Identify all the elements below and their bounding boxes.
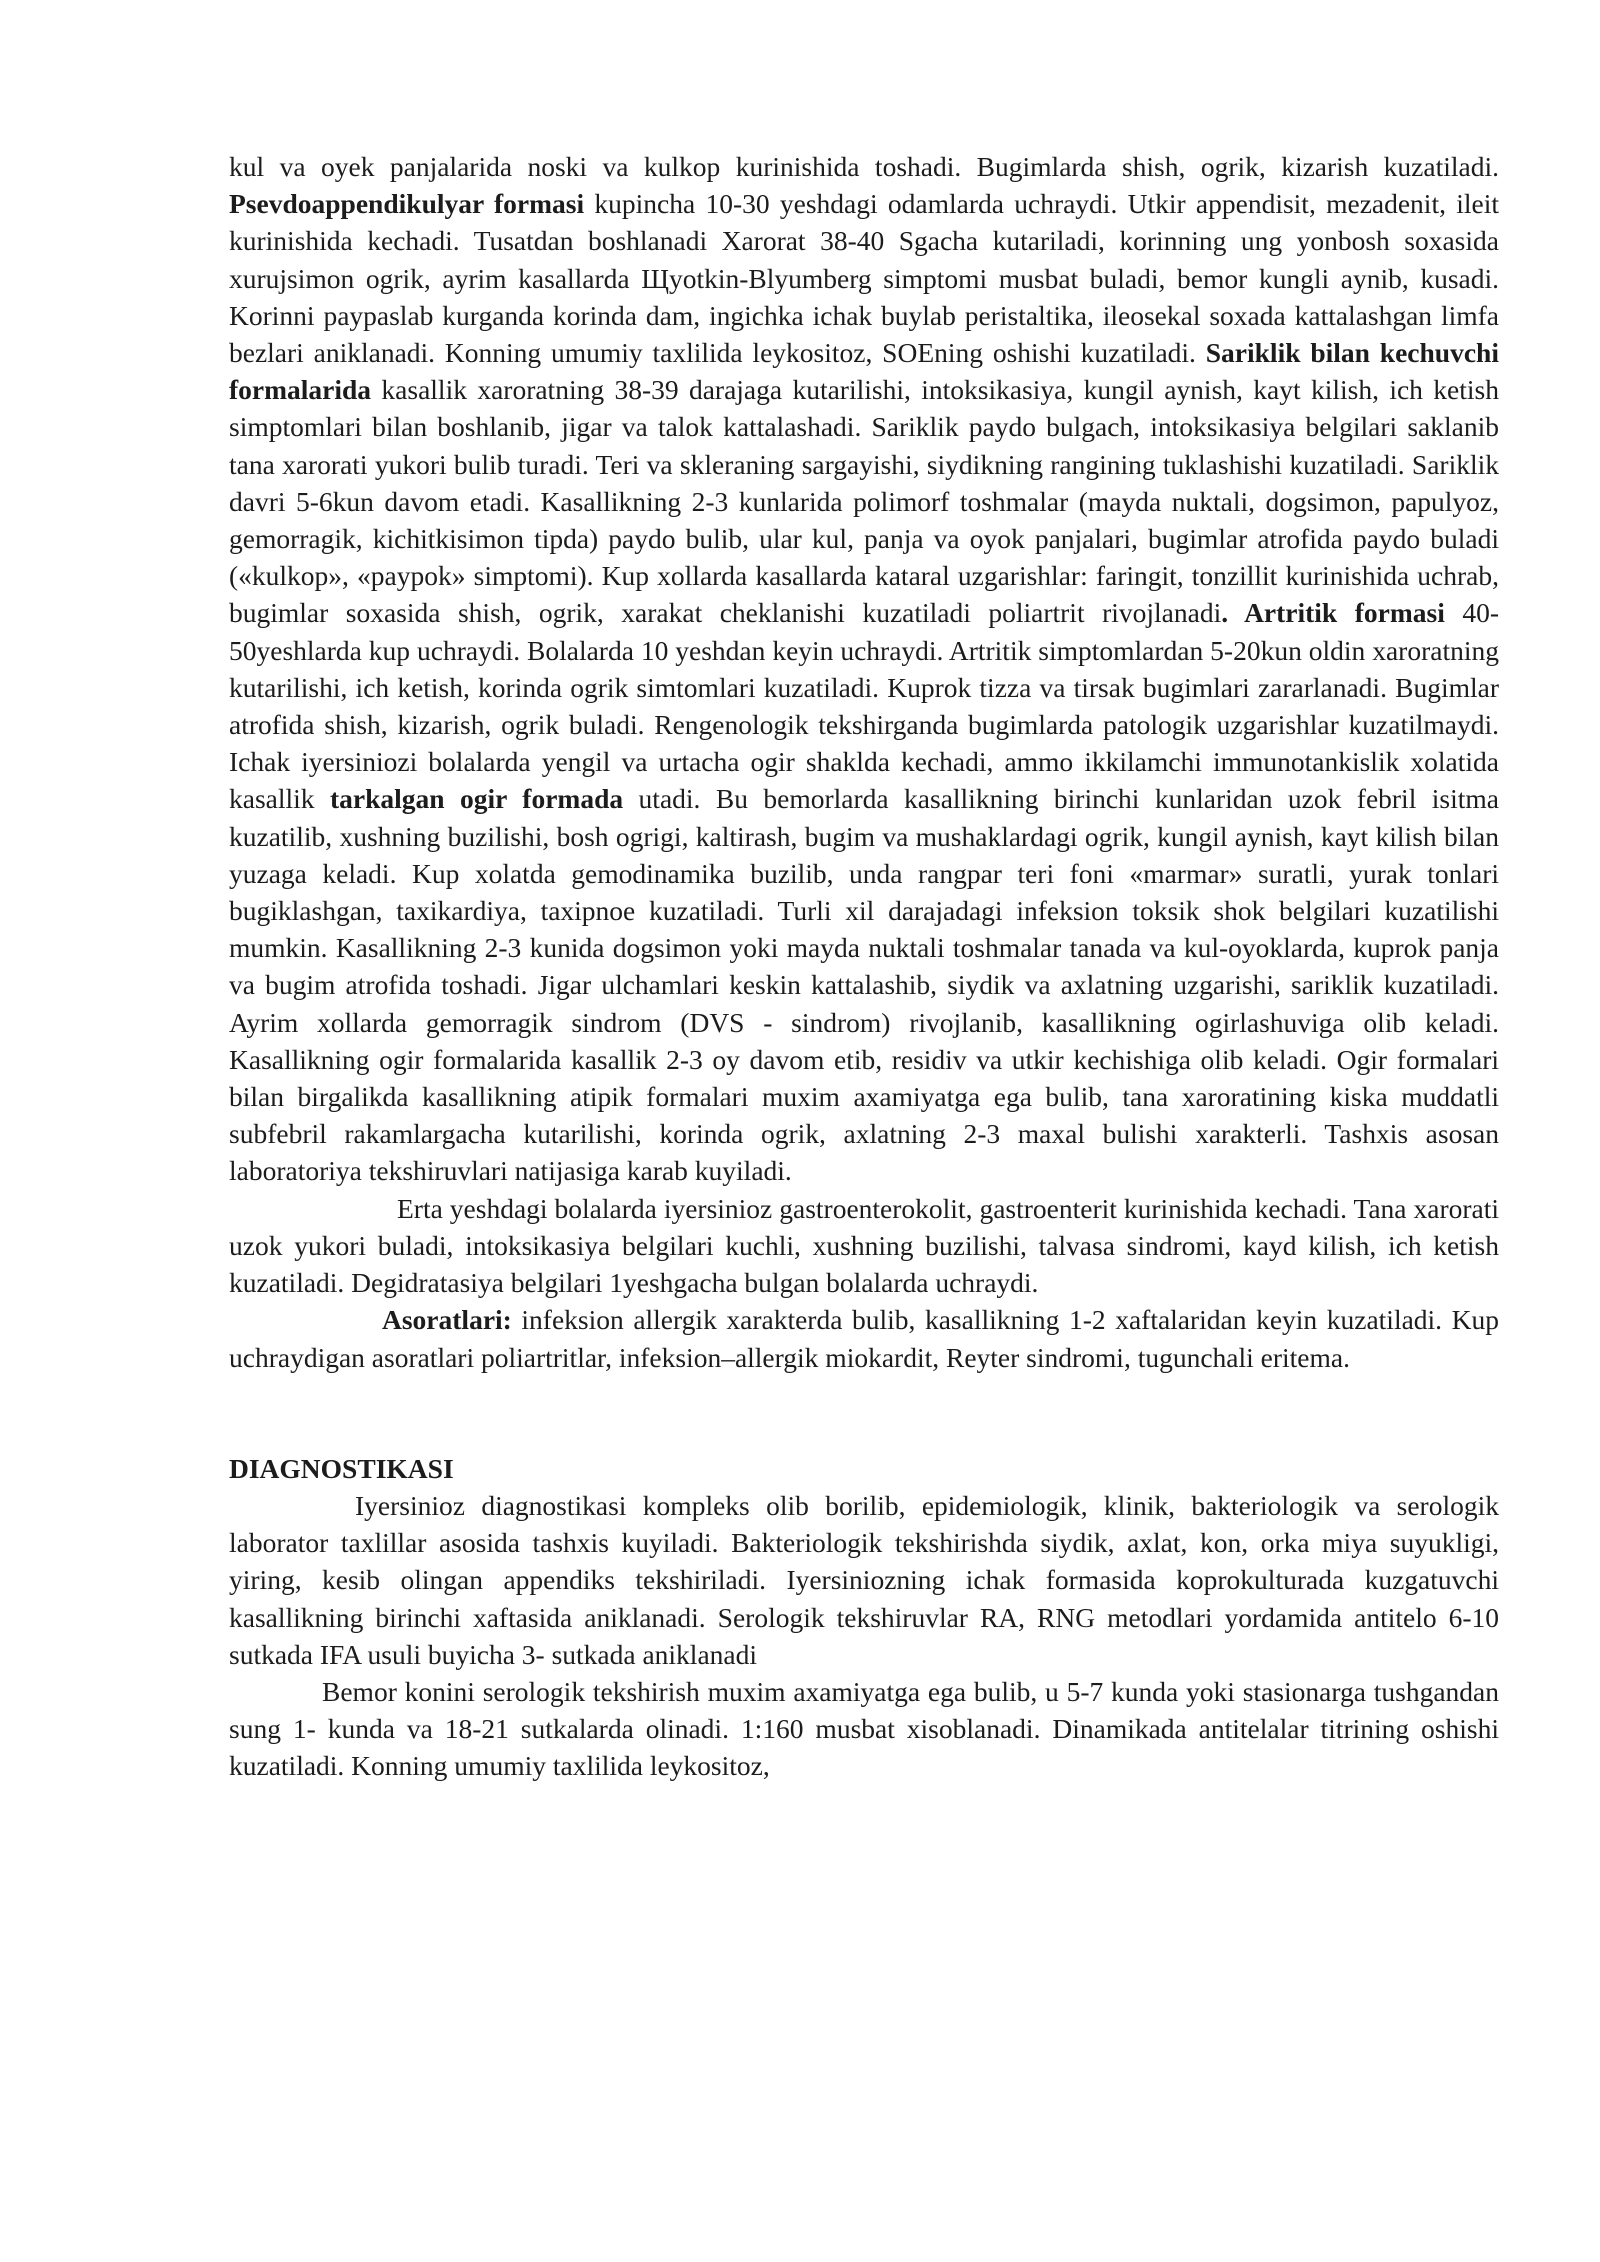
text-run: kasallik xaroratning 38-39 darajaga kutarilishi, intoksikasiya, kungil aynish, kayt kilish, ich ketish simptomlari bilan boshlanib, jigar va talok kattalashadi. Sariklik paydo bulgach, intoksikasiya belgilari saklanib tana xarorati yukori bulib turadi. Teri va skleraning sargayishi, siydikning rangining tuklashishi kuzatiladi. Sariklik davri 5-6kun davom etadi. Kasallikning 2-3 kunlarida polimorf toshmalar (mayda nuktali, dogsimon, papulyoz, gemorragik, kichitkisimon tipda) paydo bulib, ular kul, panja va oyok panjalari, bugimlar atrofida paydo buladi («kulkop», «paypok» simptomi). Kup xollarda kasallarda kataral uzgarishlar: faringit, tonzillit kurinishida uchrab, bugimlar soxasida shish, ogrik, xarakat cheklanishi kuzatiladi poliartrit rivojlanadi [229, 374, 1499, 629]
clinical-forms-paragraph [229, 148, 1499, 1190]
text-run: 40-50yeshlarda kup uchraydi. Bolalarda 10 yeshdan keyin uchraydi. Artritik simptomlardan 5-20kun oldin xaroratning kutarilishi, ich ketish, korinda ogrik simtomlari kuzatiladi. Kuprok tizza va tirsak bugimlari zararlanadi. Bugimlar atrofida shish, kizarish, ogrik buladi. Rengenologik tekshirganda bugimlarda patologik uzgarishlar kuzatilmaydi. Ichak iyersiniozi bolalarda yengil va urtacha ogir shaklda kechadi, ammo ikkilamchi immunotankislik xolatida kasallik [229, 597, 1499, 815]
bold-term-arthritic-form: . Artritik formasi [1221, 597, 1445, 629]
text-run: utadi. Bu bemorlarda kasallikning birinchi kunlaridan uzok febril isitma kuzatilib, xushning buzilishi, bosh ogrigi, kaltirash, bugim va mushaklardagi ogrik, kungil aynish, kayt kilish bilan yuzaga keladi. Kup xolatda gemodinamika buzilib, unda rangpar teri foni «marmar» suratli, yurak tonlari bugiklashgan, taxikardiya, taxipnoe kuzatiladi. Turli xil darajadagi infeksion toksik shok belgilari kuzatilishi mumkin. Kasallikning 2-3 kunida dogsimon yoki mayda nuktali toshmalar tanada va kul-oyoklarda, kuprok panja va bugim atrofida toshadi. Jigar ulchamlari keskin kattalashib, siydik va axlatning uzgarishi, sariklik kuzatiladi. Ayrim xollarda gemorragik sindrom (DVS - sindrom) rivojlanib, kasallikning ogirlashuviga olib keladi. Kasallikning ogir formalarida kasallik 2-3 oy davom etib, residiv va utkir kechishiga olib keladi. Ogir formalari bilan birgalikda kasallikning atipik formalari muxim axamiyatga ega bulib, tana xaroratining kiska muddatli subfebril rakamlargacha kutarilishi, korinda ogrik, axlatning 2-3 maxal bulishi xarakterli. Tashxis asosan laboratoriya tekshiruvlari natijasiga karab kuyiladi. [229, 783, 1499, 1187]
early-age-paragraph: Erta yeshdagi bolalarda iyersinioz gastroenterokolit, gastroenterit kurinishida kechadi. Tana xarorati uzok yukori buladi, intoksikasiya belgilari kuchli, xushning buzilishi, talvasa sindromi, kayd kilish, ich ketish kuzatiladi. Degidratasiya belgilari 1yeshgacha bulgan bolalarda uchraydi. [229, 1192, 1499, 1299]
text-run: kupincha 10-30 yeshdagi odamlarda uchraydi. Utkir appendisit, mezadenit, ileit kurinishida kechadi. Tusatdan boshlanadi Xarorat 38-40 Sgacha kutariladi, korinning ung yonbosh soxasida xurujsimon ogrik, ayrim kasallarda Щyotkin-Blyumberg simptomi musbat buladi, bemor kungli aynib, kusadi. Korinni paypaslab kurganda korinda dam, ingichka ichak buylab peristaltika, ileosekal soxada kattalashgan limfa bezlari aniklanadi. Konning umumiy taxlilida leykositoz, SOEning oshishi kuzatiladi. [229, 188, 1500, 369]
document-page [229, 148, 1499, 1785]
complications-text: infeksion allergik xarakterda bulib, kasallikning 1-2 xaftalaridan keyin kuzatiladi. Kup uchraydigan asoratlari poliartritlar, infeksion–allergik miokardit, Reyter sindromi, tugunchali eritema. [229, 1304, 1499, 1373]
diagnostics-paragraph-1: Iyersinioz diagnostikasi kompleks olib borilib, epidemiologik, klinik, bakteriologik va serologik laborator taxlillar asosida tashxis kuyiladi. Bakteriologik tekshirishda siydik, axlat, kon, orka miya suyukligi, yiring, kesib olingan appendiks tekshiriladi. Iyersiniozning ichak formasida koprokulturada kuzgatuvchi kasallikning birinchi xaftasida aniklanadi. Serologik tekshiruvlar RA, RNG metodlari yordamida antitelo 6-10 sutkada IFA usuli buyicha 3- sutkada aniklanadi [229, 1489, 1499, 1670]
complications-paragraph [229, 1301, 1499, 1375]
section-heading-diagnostics: DIAGNOSTIKASI [229, 1452, 454, 1484]
complications-label: Asoratlari: [382, 1304, 512, 1336]
bold-term-pseudoappendicular: Psevdoappendikulyar formasi [229, 188, 585, 220]
diagnostics-paragraph-2: Bemor konini serologik tekshirish muxim axamiyatga ega bulib, u 5-7 kunda yoki stasionarga tushgandan sung 1- kunda va 18-21 sutkalarda olinadi. 1:160 musbat xisoblanadi. Dinamikada antitelalar titrining oshishi kuzatiladi. Konning umumiy taxlilida leykositoz, [229, 1675, 1499, 1782]
bold-term-severe-form: tarkalgan ogir formada [329, 783, 624, 815]
section-spacer [229, 1376, 1499, 1450]
text-run: kul va oyek panjalarida noski va kulkop kurinishida toshadi. Bugimlarda shish, ogrik, kizarish kuzatiladi. [229, 151, 1499, 182]
bold-term-jaundice-forms: Sariklik bilan kechuvchi formalarida [229, 337, 1499, 406]
